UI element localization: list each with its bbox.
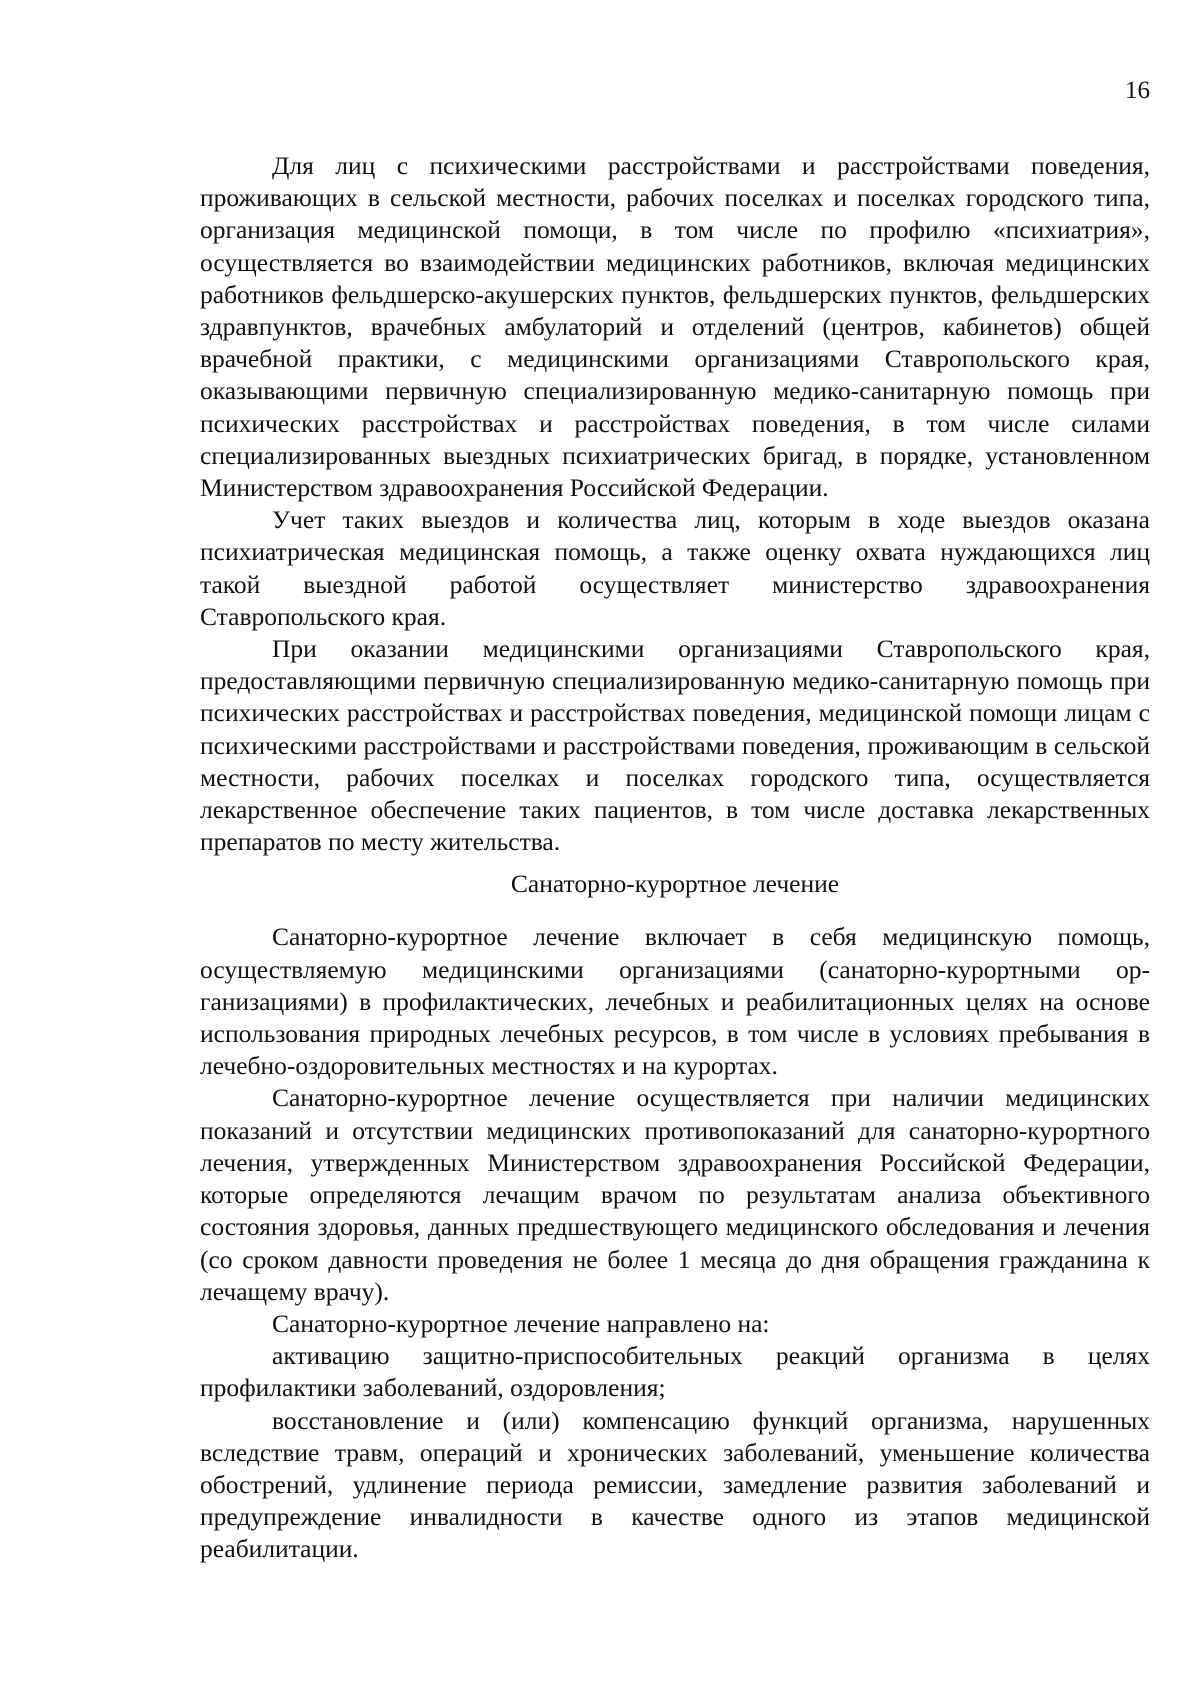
paragraph-sanatorium-definition: Санаторно-курортное лечение включает в себя медицинскую помощь, осуществляемую медицинскими организациями (санаторно-курортными организациями) в профилактических, лечебных и реабилитационных целях на основе использования природных лечебных ресурсов, в том числе в условиях пребывания в лечебно-оздоровительных местностях и на курортах. [200, 922, 1150, 1081]
paragraph-psychiatric-care-rural: Для лиц с психическими расстройствами и расстройствами поведения, проживающих в сельской местности, рабочих поселках и поселках городского типа, организация медицинской помощи, в том числе по профилю «психиатрия», осуществляется во взаимодействии медицинских работников, включая медицинских работников фельдшерско-акушерских пунктов, фельдшерских пунктов, фельдшерских здравпунктов, врачебных амбулаторий и отделений (центров, кабинетов) общей врачебной практики, с медицинскими организациями Ставропольского края, оказывающими первичную специализированную медико-санитарную помощь при психических расстройствах и расстройствах поведения, в том числе силами специализированных выездных психиатрических бригад, в порядке, установленном Министерством здравоохранения Российской Федерации. [200, 151, 1150, 503]
document-body [200, 150, 1150, 1566]
list-item-restoration: восстановление и (или) компенсацию функций организма, нарушенных вследствие травм, операций и хронических заболеваний, уменьшение количества обострений, удлинение периода ремиссии, замедление развития заболеваний и предупреждение инвалидности в качестве одного из этапов медицинской реабилитации. [200, 1405, 1150, 1564]
paragraph-drug-provision: При оказании медицинскими организациями Ставропольского края, предоставляющими первичную специализированную медико-санитарную помощь при психических расстройствах и расстройствах поведения, медицинской помощи лицам с психическими расстройствами и расстройствами поведения, проживающим в сельской местности, рабочих поселках и поселках городского типа, осуществляется лекарственное обеспечение таких пациентов, в том числе доставка лекарственных препаратов по месту жительства. [200, 634, 1150, 857]
section-heading: Санаторно-курортное лечение [510, 869, 840, 899]
list-item-activation: активацию защитно-приспособительных реакций организма в целях профилактики заболеваний, оздоровления; [200, 1341, 1150, 1403]
paragraph-sanatorium-indications: Санаторно-курортное лечение осуществляется при наличии медицинских показаний и отсутствии медицинских противопоказаний для санаторно-курортного лечения, утвержденных Министерством здравоохранения Российской Федерации, которые определяются лечащим врачом по результатам анализа объективного состояния здоровья, данных предшествующего медицинского обследования и лечения (со сроком давности проведения не более 1 месяца до дня обращения гражданина к лечащему врачу). [200, 1083, 1150, 1306]
paragraph-visit-accounting: Учет таких выездов и количества лиц, которым в ходе выездов оказана психиатрическая медицинская помощь, а также оценку охвата нуждающихся лиц такой выездной работой осуществляет министерство здравоохранения Ставропольского края. [200, 505, 1150, 631]
page-number: 16 [1125, 77, 1150, 104]
paragraph-sanatorium-aims-intro: Санаторно-курортное лечение направлено на: [272, 1308, 770, 1338]
